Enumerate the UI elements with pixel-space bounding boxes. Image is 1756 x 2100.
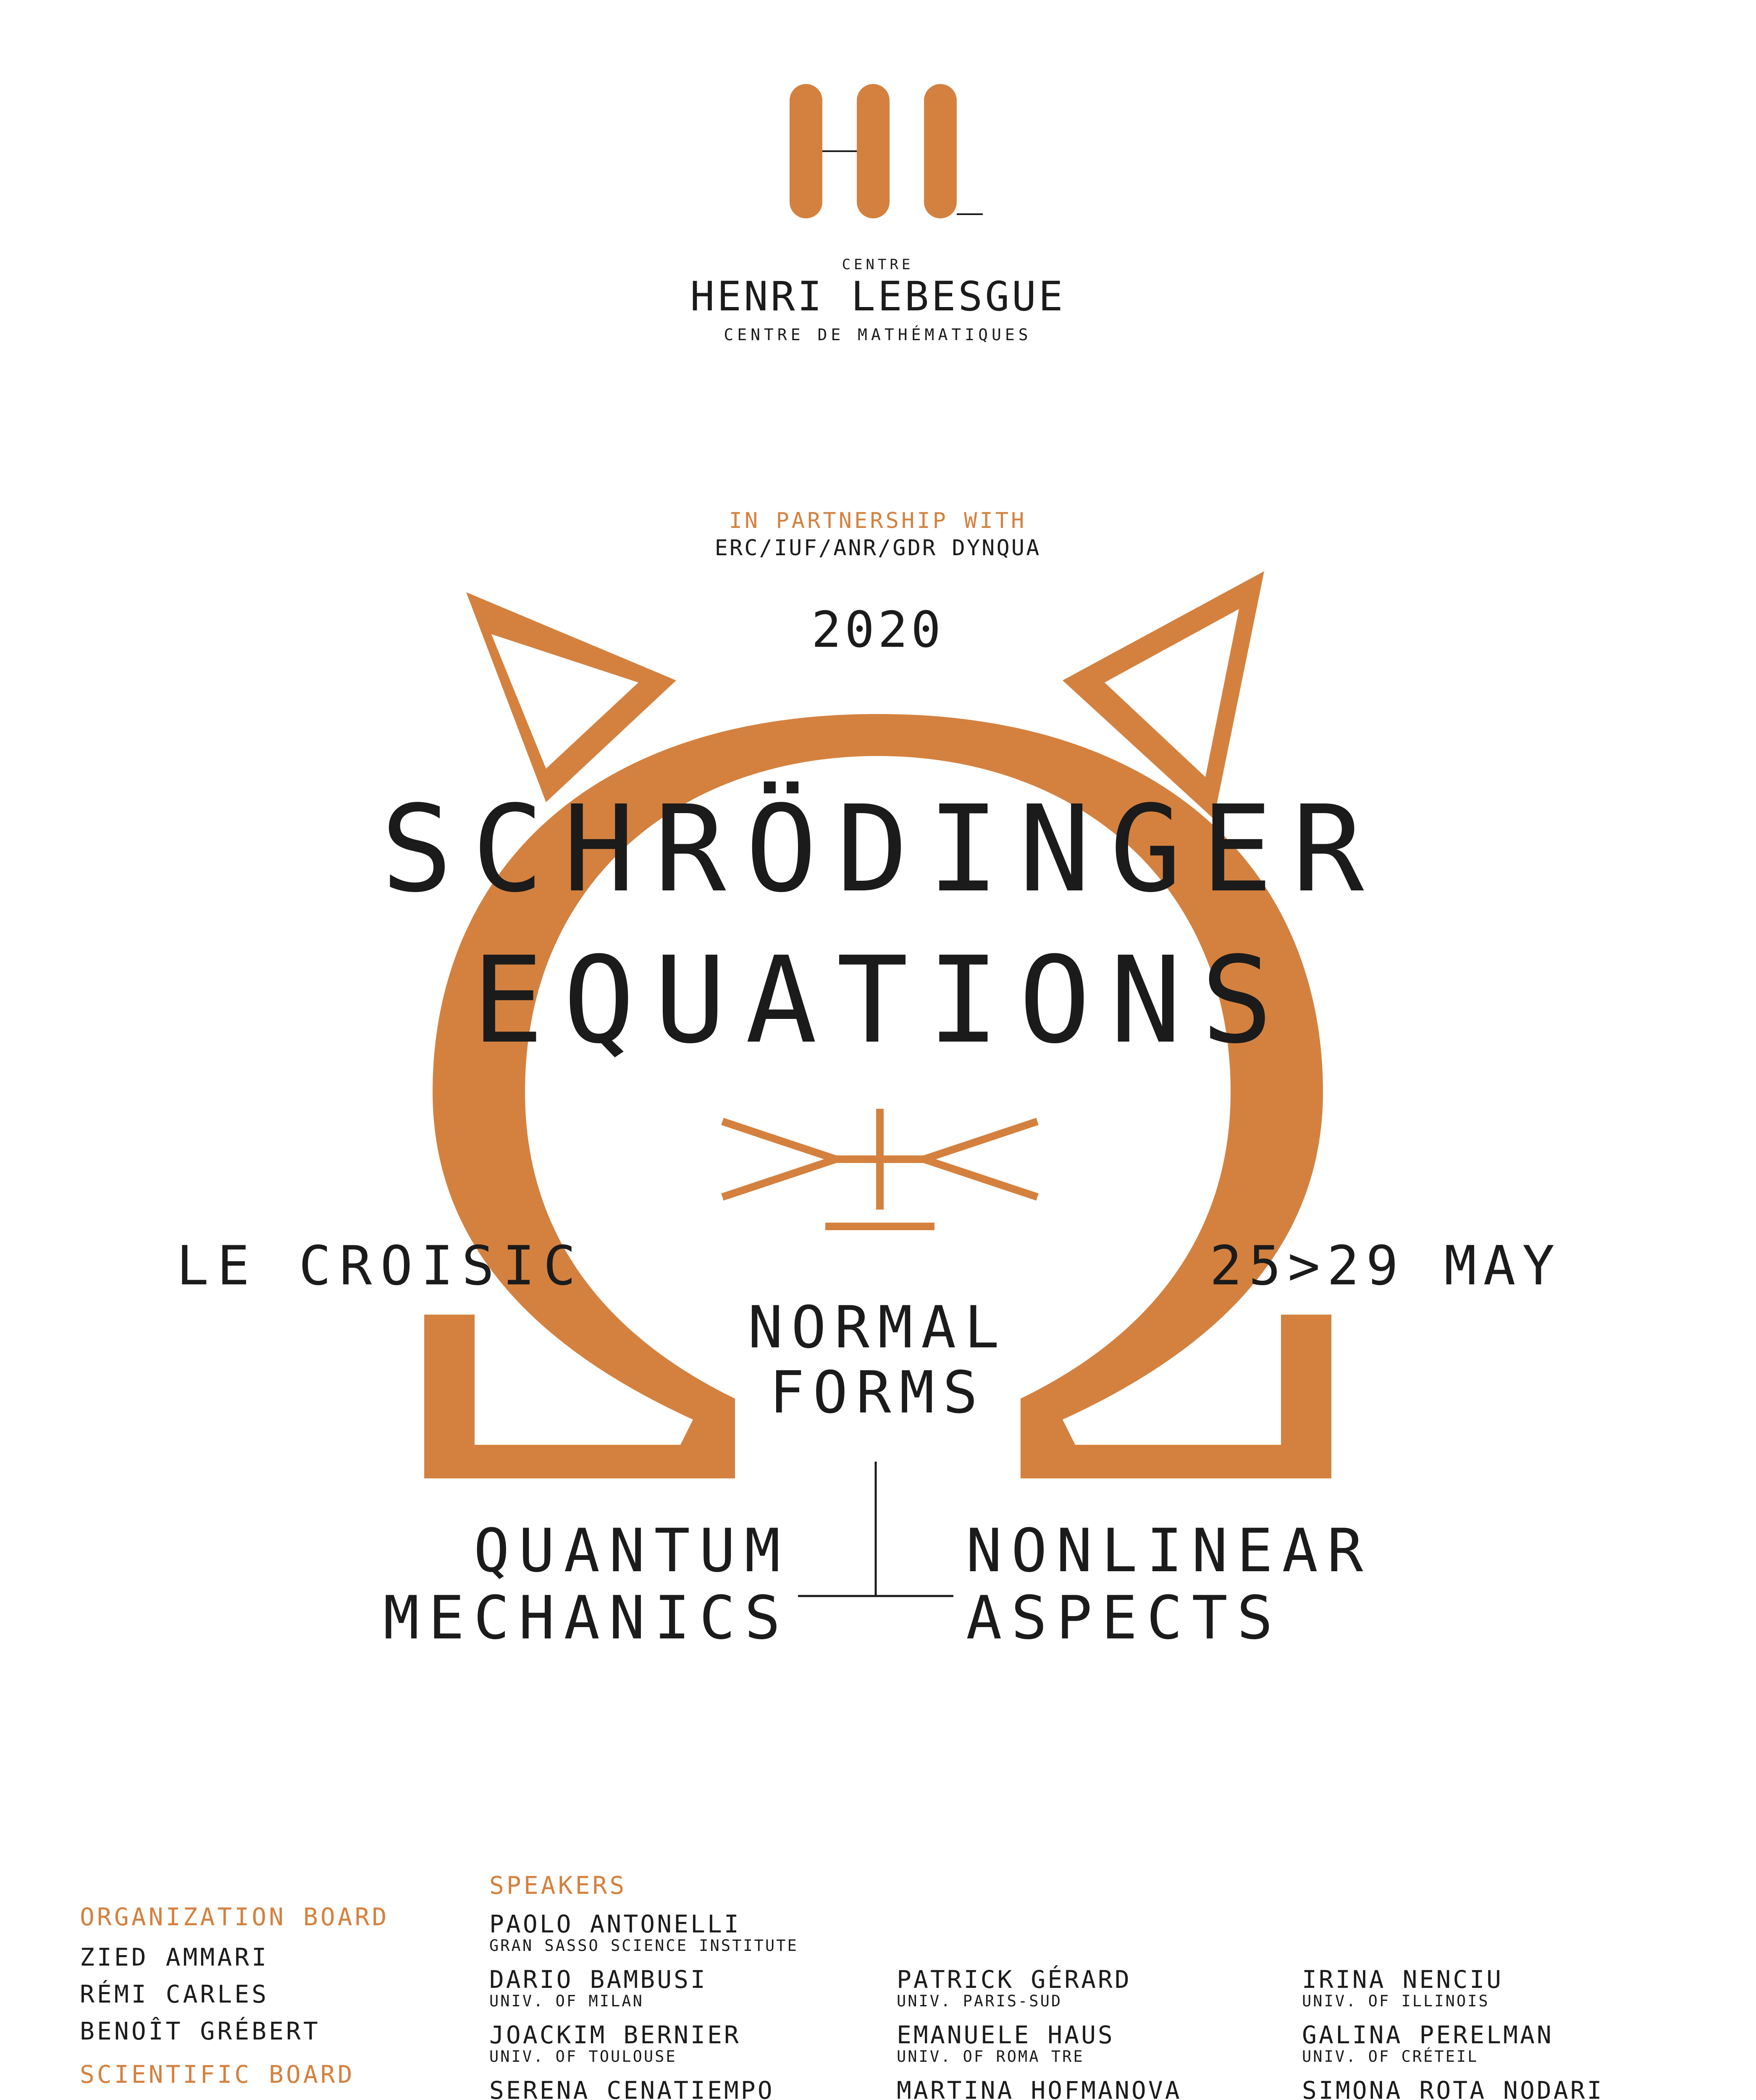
speaker-name: MARTINA HOFMANOVA (897, 2076, 1182, 2100)
speaker-entry (489, 2077, 858, 2100)
speaker-name: DARIO BAMBUSI (489, 1965, 707, 1994)
title-line-2: EQUATIONS (472, 931, 1292, 1070)
board-member: BENOÎT GRÉBERT (80, 2017, 320, 2045)
logo-centre-label: CENTRE (842, 256, 914, 273)
event-year: 2020 (811, 601, 945, 659)
speaker-affiliation: GRAN SASSO SCIENCE INSTITUTE (489, 1937, 798, 1955)
left-eye (722, 1121, 836, 1197)
topic-center-line-2: FORMS (769, 1359, 986, 1426)
speaker-entry (489, 2022, 858, 2077)
board-member: ZIED AMMARI (80, 1943, 269, 1971)
speaker-affiliation: UNIV. OF ILLINOIS (1302, 1992, 1490, 2010)
topic-left-line-1: QUANTUM (473, 1516, 790, 1586)
speaker-name: SERENA CENATIEMPO (489, 2076, 774, 2100)
speakers-column-1 (489, 1911, 858, 2100)
speaker-entry (897, 2022, 1182, 2077)
speaker-entry (489, 1966, 858, 2022)
speaker-entry (1302, 1966, 1604, 2022)
logo-subtitle: CENTRE DE MATHÉMATIQUES (724, 326, 1032, 344)
speaker-entry (897, 1966, 1182, 2022)
organization-board-heading: ORGANIZATION BOARD (80, 1903, 389, 1931)
speaker-name: SIMONA ROTA NODARI (1302, 2076, 1604, 2100)
organization-board (80, 1903, 389, 2050)
speaker-name: EMANUELE HAUS (897, 2021, 1115, 2049)
board-member: RÉMI CARLES (80, 1980, 269, 2008)
topic-right-line-1: NONLINEAR (966, 1516, 1373, 1586)
speaker-affiliation: UNIV. OF MILAN (489, 1992, 644, 2010)
speaker-name: JOACKIM BERNIER (489, 2021, 741, 2049)
scientific-board (80, 2060, 355, 2100)
topic-center-line-1: NORMAL (748, 1294, 1008, 1361)
speaker-entry (489, 1911, 858, 1966)
title-line-1: SCHRÖDINGER (381, 780, 1383, 919)
speakers-heading: SPEAKERS (489, 1871, 627, 1900)
speaker-affiliation: UNIV. OF TOULOUSE (489, 2048, 677, 2066)
speakers-column-2 (897, 1966, 1182, 2100)
event-location: LE CROISIC (176, 1235, 584, 1297)
right-eye (924, 1121, 1037, 1197)
scientific-board-heading: SCIENTIFIC BOARD (80, 2060, 355, 2089)
speakers-column-3 (1302, 1966, 1604, 2100)
board-member (80, 2096, 355, 2100)
speaker-entry (897, 2077, 1182, 2100)
speaker-name: IRINA NENCIU (1302, 1965, 1504, 1994)
speaker-entry (1302, 2077, 1604, 2100)
speaker-name: PATRICK GÉRARD (897, 1965, 1131, 1994)
speaker-affiliation: UNIV. PARIS-SUD (897, 1992, 1063, 2010)
partnership-names: ERC/IUF/ANR/GDR DYNQUA (714, 536, 1041, 561)
event-dates: 25>29 MAY (1210, 1235, 1562, 1297)
speaker-affiliation: UNIV. OF ROMA TRE (897, 2048, 1084, 2066)
speaker-name: GALINA PERELMAN (1302, 2021, 1554, 2049)
partnership-label: IN PARTNERSHIP WITH (729, 508, 1027, 533)
speaker-affiliation: UNIV. OF CRÉTEIL (1302, 2048, 1479, 2066)
speaker-name: PAOLO ANTONELLI (489, 1910, 741, 1938)
speaker-entry (1302, 2022, 1604, 2077)
topic-left-line-2: MECHANICS (383, 1583, 790, 1653)
logo-name: HENRI LEBESGUE (690, 273, 1066, 320)
topic-right-line-2: ASPECTS (966, 1583, 1282, 1653)
